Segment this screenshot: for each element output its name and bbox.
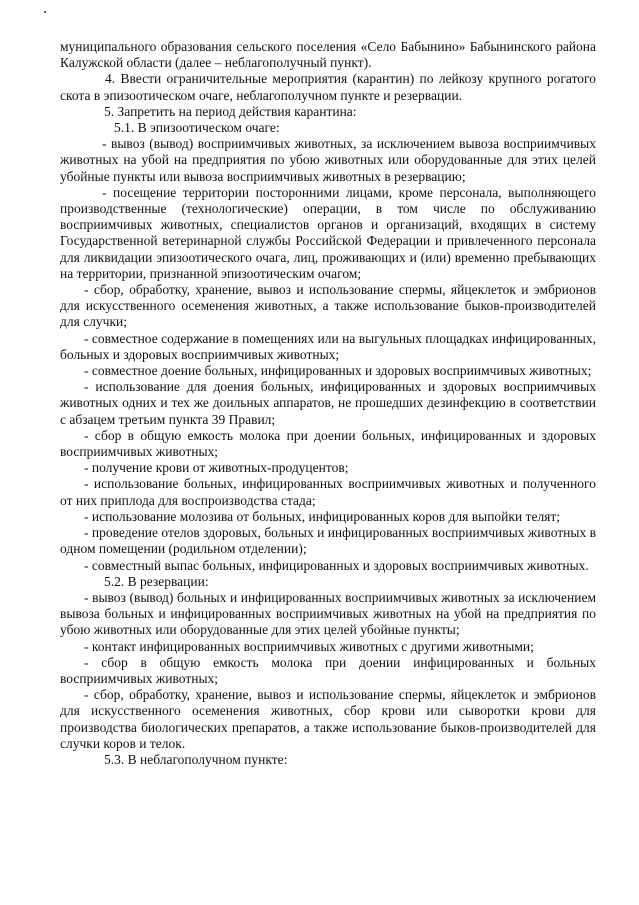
list-item: - использование для доения больных, инфицированных и здоровых восприимчивых животных одних и тех же доильных аппаратов, не прошедших дезинфекцию в соответствии с абзацем третьим пункта 39 Правил; (60, 379, 596, 427)
list-item: - использование больных, инфицированных восприимчивых животных и полученного от них приплода для воспроизводства стада; (60, 476, 596, 508)
list-item: - совместный выпас больных, инфицированных и здоровых восприимчивых животных. (84, 557, 589, 573)
scan-mark (44, 11, 46, 13)
list-item: - посещение территории посторонними лицами, кроме персонала, выполняющего производственные (технологические) операции, в том числе по обслуживанию восприимчивых животных, специалистов органов и организаций, входящих в систему Государственной ветеринарной службы Российской Федерации и привлеченного персонала для ликвидации эпизоотического очага, лиц, проживающих и (или) временно пребывающих на территории, признанной эпизоотическим очагом; (60, 184, 596, 281)
paragraph-item-5: 5. Запретить на период действия карантина: (104, 103, 357, 119)
list-item: - сбор в общую емкость молока при доении инфицированных и больных восприимчивых животных; (60, 654, 596, 686)
list-item: - сбор, обработку, хранение, вывоз и использование спермы, яйцеклеток и эмбрионов для искусственного осеменения животных, а также использование быков-производителей для случки; (60, 282, 596, 330)
list-item: - использование молозива от больных, инфицированных коров для выпойки телят; (84, 508, 561, 524)
list-item: - вывоз (вывод) восприимчивых животных, за исключением вывоза восприимчивых животных на убой на предприятия по убою животных или оборудованные для этих целей убойные пункты или вывоза восприимчивых животных в резервацию; (60, 136, 596, 184)
list-item: - совместное содержание в помещениях или на выгульных площадках инфицированных, больных и здоровых восприимчивых животных; (60, 330, 596, 362)
paragraph-continuation: муниципального образования сельского поселения «Село Бабынино» Бабынинского района Калужской области (далее – неблагополучный пункт). (60, 39, 596, 71)
list-item: - вывоз (вывод) больных и инфицированных восприимчивых животных за исключением вывоза больных и инфицированных восприимчивых животных на убой на предприятия по убою животных или оборудованные для этих целей убойные пункты; (60, 589, 596, 638)
section-heading-5-2: 5.2. В резервации: (104, 573, 209, 589)
list-item: - проведение отелов здоровых, больных и инфицированных восприимчивых животных в одном помещении (родильном отделении); (60, 525, 596, 557)
document-page (60, 39, 596, 768)
list-item: - сбор в общую емкость молока при доении больных, инфицированных и здоровых восприимчивых животных; (60, 427, 596, 460)
list-item: - совместное доение больных, инфицированных и здоровых восприимчивых животных; (84, 363, 592, 379)
list-item: - сбор, обработку, хранение, вывоз и использование спермы, яйцеклеток и эмбрионов для искусственного осеменения животных, сбор крови или сыворотки крови для производства биологических препаратов, а также использование быков-производителей для случки коров и телок. (60, 687, 596, 751)
section-heading-5-3: 5.3. В неблагополучном пункте: (104, 751, 288, 767)
paragraph-item-4: 4. Ввести ограничительные мероприятия (карантин) по лейкозу крупного рогатого скота в эпизоотическом очаге, неблагополучном пункте и резервации. (60, 71, 596, 103)
list-item: - получение крови от животных-продуцентов; (84, 460, 349, 476)
section-heading-5-1: 5.1. В эпизоотическом очаге: (114, 120, 280, 136)
list-item: - контакт инфицированных восприимчивых животных с другими животными; (84, 638, 534, 654)
